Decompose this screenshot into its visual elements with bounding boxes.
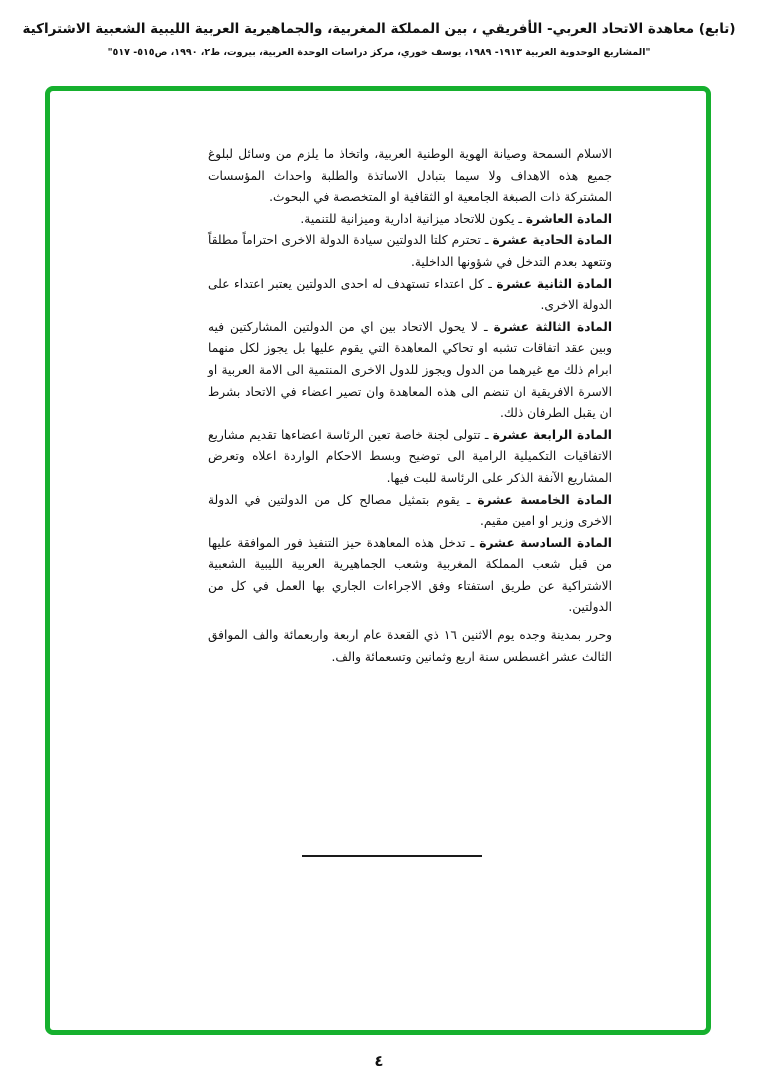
page-number: ٤ — [374, 1052, 384, 1070]
article-text: ـ يكون للاتحاد ميزانية ادارية وميزانية للتنمية. — [300, 211, 526, 226]
article-heading: المادة الثانية عشرة — [496, 276, 612, 291]
article-15 — [208, 490, 612, 533]
document-title: (تابع) معاهدة الاتحاد العربي- الأفريقي ، بين المملكة المغربية، والجماهيرية العربية الليبية الشعبية الاشتراكية — [22, 21, 736, 37]
article-10 — [208, 209, 612, 231]
article-14 — [208, 425, 612, 490]
article-text: ـ تتولى لجنة خاصة تعين الرئاسة اعضاءها تقديم مشاريع الاتفاقيات التكميلية الرامية الى توضيح وبسط الاحكام الواردة اعلاه وتعرض المشاريع الآنفة الذكر على الرئاسة للبت فيها. — [208, 427, 612, 485]
article-text: ـ تدخل هذه المعاهدة حيز التنفيذ فور الموافقة عليها من قبل شعب المملكة المغربية وشعب الجماهيرية العربية الليبية الشعبية الاشتراكية عن طريق استفتاء وفق الاجراءات الجاري بها العمل في كل من الدولتين. — [208, 535, 612, 615]
document-source-citation: "المشاريع الوحدوية العربية ١٩١٣- ١٩٨٩، يوسف خوري، مركز دراسات الوحدة العربية، بيروت، ط٢، ١٩٩٠، ص٥١٥- ٥١٧" — [107, 47, 651, 58]
article-12 — [208, 274, 612, 317]
closing-paragraph: وحرر بمدينة وجده يوم الاثنين ١٦ ذي القعدة عام اربعة واربعمائة والف الموافق الثالث عشر اغسطس سنة اربع وثمانين وتسعمائة والف. — [208, 628, 613, 664]
article-heading: المادة الرابعة عشرة — [492, 427, 612, 442]
intro-paragraph: الاسلام السمحة وصيانة الهوية الوطنية العربية، واتخاذ ما يلزم من وسائل لبلوغ جميع هذه الاهداف ولا سيما بتبادل الاساتذة والطلبة واحداث المؤسسات المشتركة ذات الصبغة الجامعية او الثقافية او المتخصصة في البحوث. — [208, 147, 612, 205]
article-11 — [208, 230, 612, 273]
article-text: ـ يقوم بتمثيل مصالح كل من الدولتين في الدولة الاخرى وزير او امين مقيم. — [208, 492, 612, 529]
article-heading: المادة الثالثة عشرة — [493, 319, 612, 334]
article-text: ـ كل اعتداء تستهدف له احدى الدولتين يعتبر اعتداء على الدولة الاخرى. — [208, 276, 612, 313]
article-13 — [208, 317, 612, 425]
article-16 — [208, 533, 612, 619]
article-text: ـ تحترم كلتا الدولتين سيادة الدولة الاخرى احتراماً مطلقاً وتتعهد بعدم التدخل في شؤونها الداخلية. — [208, 233, 612, 269]
article-heading: المادة السادسة عشرة — [479, 535, 612, 550]
article-text: ـ لا يحول الاتحاد بين اي من الدولتين المشاركتين فيه وبين عقد اتفاقات تشبه او تحاكي المعاهدة التي يقوم عليها بل يجوز لكل منهما ابرام ذلك مع غيرهما من الدول ويجوز للدول الاخرى المنتمية الى الامة العربية او الاسرة الافريقية ان تنضم الى هذه المعاهدة وان تصير اعضاء في الاتحاد بشرط ان يقبل الطرفان ذلك. — [208, 319, 612, 421]
treaty-text-body — [208, 144, 612, 668]
end-separator-line — [302, 855, 482, 857]
article-heading: المادة العاشرة — [525, 211, 612, 226]
article-heading: المادة الخامسة عشرة — [477, 492, 612, 507]
article-heading: المادة الحادية عشرة — [492, 233, 612, 248]
